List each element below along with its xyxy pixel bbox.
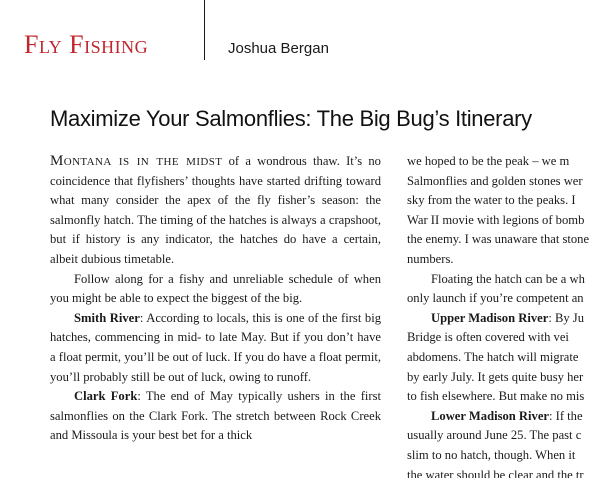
article-column-right xyxy=(407,152,611,478)
text-line: abdomens. The hatch will migrate xyxy=(407,349,579,364)
text-line: the enemy. I was unaware that stone xyxy=(407,232,590,247)
text-line: Salmonflies and golden stones wer xyxy=(407,173,583,188)
author-name: Joshua Bergan xyxy=(228,40,329,57)
paragraph xyxy=(50,270,381,309)
text-line: numbers. xyxy=(407,251,454,266)
subhead-upper-madison: Upper Madison River xyxy=(431,310,549,325)
paragraph-text: : According to locals, this is one of the first big hatches, commencing in mid- to late May. But if you don’t have a float permit, you’ll be out of luck. If you do have a float permit, you’ll probably still be out of luck, owing to runoff. xyxy=(50,310,381,384)
text-line: the water should be clear and the tr xyxy=(407,467,584,478)
paragraph-text: of a wondrous thaw. It’s no coincidence that flyfishers’ thoughts have started drifting toward what many consider the apex of the fly fisher’s season: the salmonfly hatch. The timing of the hatches is always a crapshoot, but if history is any indicator, the hatches do have a certain, albeit dubious timetable. xyxy=(50,154,381,266)
text-line: War II movie with legions of bomb xyxy=(407,212,585,227)
paragraph-smith-river xyxy=(50,309,381,387)
text-line: sky from the water to the peaks. I xyxy=(407,193,576,208)
subhead-clark-fork: Clark Fork xyxy=(74,389,138,404)
subhead-lower-madison: Lower Madison River xyxy=(431,408,549,423)
text-line-lower-madison xyxy=(407,407,611,427)
text-line: : By Ju xyxy=(548,310,585,325)
text-line: slim to no hatch, though. When it xyxy=(407,447,576,462)
section-title: Fly Fishing xyxy=(24,30,149,59)
paragraph-intro xyxy=(50,152,381,270)
text-line: Bridge is often covered with vei xyxy=(407,330,569,345)
paragraph-text: : The end of May typically ushers in the first salmonflies on the Clark Fork. The stretch between Rock Creek and Missoula is your best bet for a thick xyxy=(50,389,381,443)
text-line: to fish elsewhere. But make no mis xyxy=(407,389,585,404)
article-column-left xyxy=(50,152,381,478)
article-title: Maximize Your Salmonflies: The Big Bug’s Itinerary xyxy=(50,106,532,131)
text-line: : If the xyxy=(549,408,583,423)
text-line-upper-madison xyxy=(407,309,611,329)
text-line: by early July. It gets quite busy her xyxy=(407,369,584,384)
text-line: we hoped to be the peak – we m xyxy=(407,154,570,168)
text-line: Floating the hatch can be a wh xyxy=(431,271,585,286)
text-line: usually around June 25. The past c xyxy=(407,428,582,443)
subhead-smith-river: Smith River xyxy=(74,310,140,325)
lead-in: Montana is in the midst xyxy=(50,153,223,169)
text-line: only launch if you’re competent an xyxy=(407,291,584,306)
paragraph-clark-fork xyxy=(50,387,381,446)
paragraph-text: Follow along for a fishy and unreliable schedule of when you might be able to expect the biggest of the big. xyxy=(50,271,381,306)
header-divider xyxy=(204,0,205,60)
